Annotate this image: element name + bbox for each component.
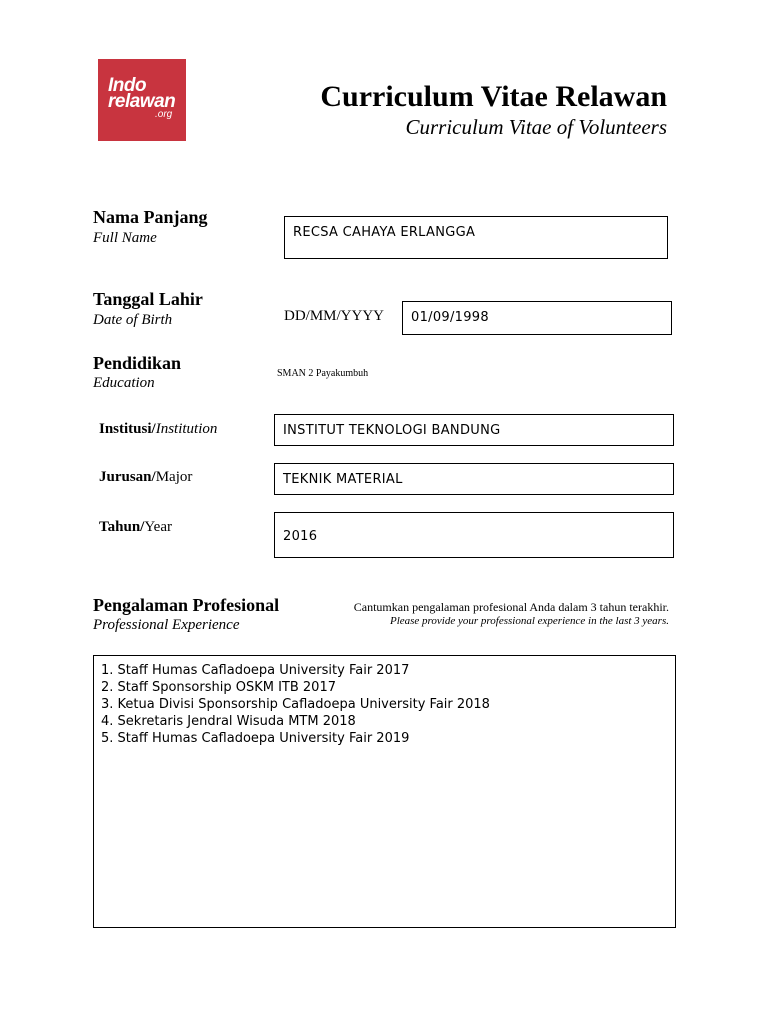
- major-label: [99, 469, 192, 486]
- dob-field[interactable]: [402, 301, 672, 335]
- year-label-id: Tahun/: [99, 519, 145, 535]
- year-label-en: Year: [144, 519, 172, 535]
- dob-sublabel: Date of Birth: [93, 312, 173, 328]
- institution-value: INSTITUT TEKNOLOGI BANDUNG: [283, 423, 501, 438]
- year-field[interactable]: [274, 512, 674, 558]
- experience-item: 3. Ketua Divisi Sponsorship Cafladoepa University Fair 2018: [101, 697, 490, 712]
- dob-label: Tanggal Lahir: [93, 289, 203, 309]
- experience-item: 1. Staff Humas Cafladoepa University Fair 2017: [101, 663, 410, 678]
- indorelawan-logo: [98, 59, 186, 141]
- logo-text-relawan: relawan: [108, 91, 176, 112]
- full-name-label: Nama Panjang: [93, 207, 208, 227]
- education-label: Pendidikan: [93, 353, 182, 373]
- experience-note-en: Please provide your professional experience in the last 3 years.: [389, 615, 669, 627]
- year-value: 2016: [283, 529, 318, 544]
- experience-field[interactable]: [93, 655, 676, 928]
- logo-text-indo: Indo: [108, 75, 147, 96]
- major-field[interactable]: [274, 463, 674, 495]
- year-label: [99, 519, 172, 536]
- full-name-sublabel: Full Name: [93, 230, 157, 246]
- major-label-en: Major: [155, 469, 193, 485]
- full-name-field[interactable]: [284, 216, 668, 259]
- experience-item: 5. Staff Humas Cafladoepa University Fair 2019: [101, 731, 410, 746]
- education-note: SMAN 2 Payakumbuh: [277, 368, 369, 379]
- institution-label: [99, 421, 217, 438]
- education-sublabel: Education: [93, 375, 155, 391]
- institution-label-en: Institution: [155, 421, 218, 437]
- experience-note: Cantumkan pengalaman profesional Anda dalam 3 tahun terakhir.: [353, 600, 669, 614]
- experience-item: 2. Staff Sponsorship OSKM ITB 2017: [101, 680, 336, 695]
- page-title: Curriculum Vitae Relawan: [320, 80, 667, 113]
- full-name-value: RECSA CAHAYA ERLANGGA: [293, 225, 476, 240]
- dob-value: 01/09/1998: [411, 310, 489, 325]
- page-subtitle: Curriculum Vitae of Volunteers: [405, 115, 667, 139]
- institution-field[interactable]: [274, 414, 674, 446]
- major-label-id: Jurusan/: [99, 469, 156, 485]
- logo-text-org: .org: [155, 109, 173, 120]
- experience-item: 4. Sekretaris Jendral Wisuda MTM 2018: [101, 714, 356, 729]
- experience-sublabel: Professional Experience: [93, 617, 240, 633]
- major-value: TEKNIK MATERIAL: [283, 472, 403, 487]
- dob-format-hint: DD/MM/YYYY: [284, 308, 385, 324]
- experience-label: Pengalaman Profesional: [93, 595, 280, 615]
- institution-label-id: Institusi/: [99, 421, 156, 437]
